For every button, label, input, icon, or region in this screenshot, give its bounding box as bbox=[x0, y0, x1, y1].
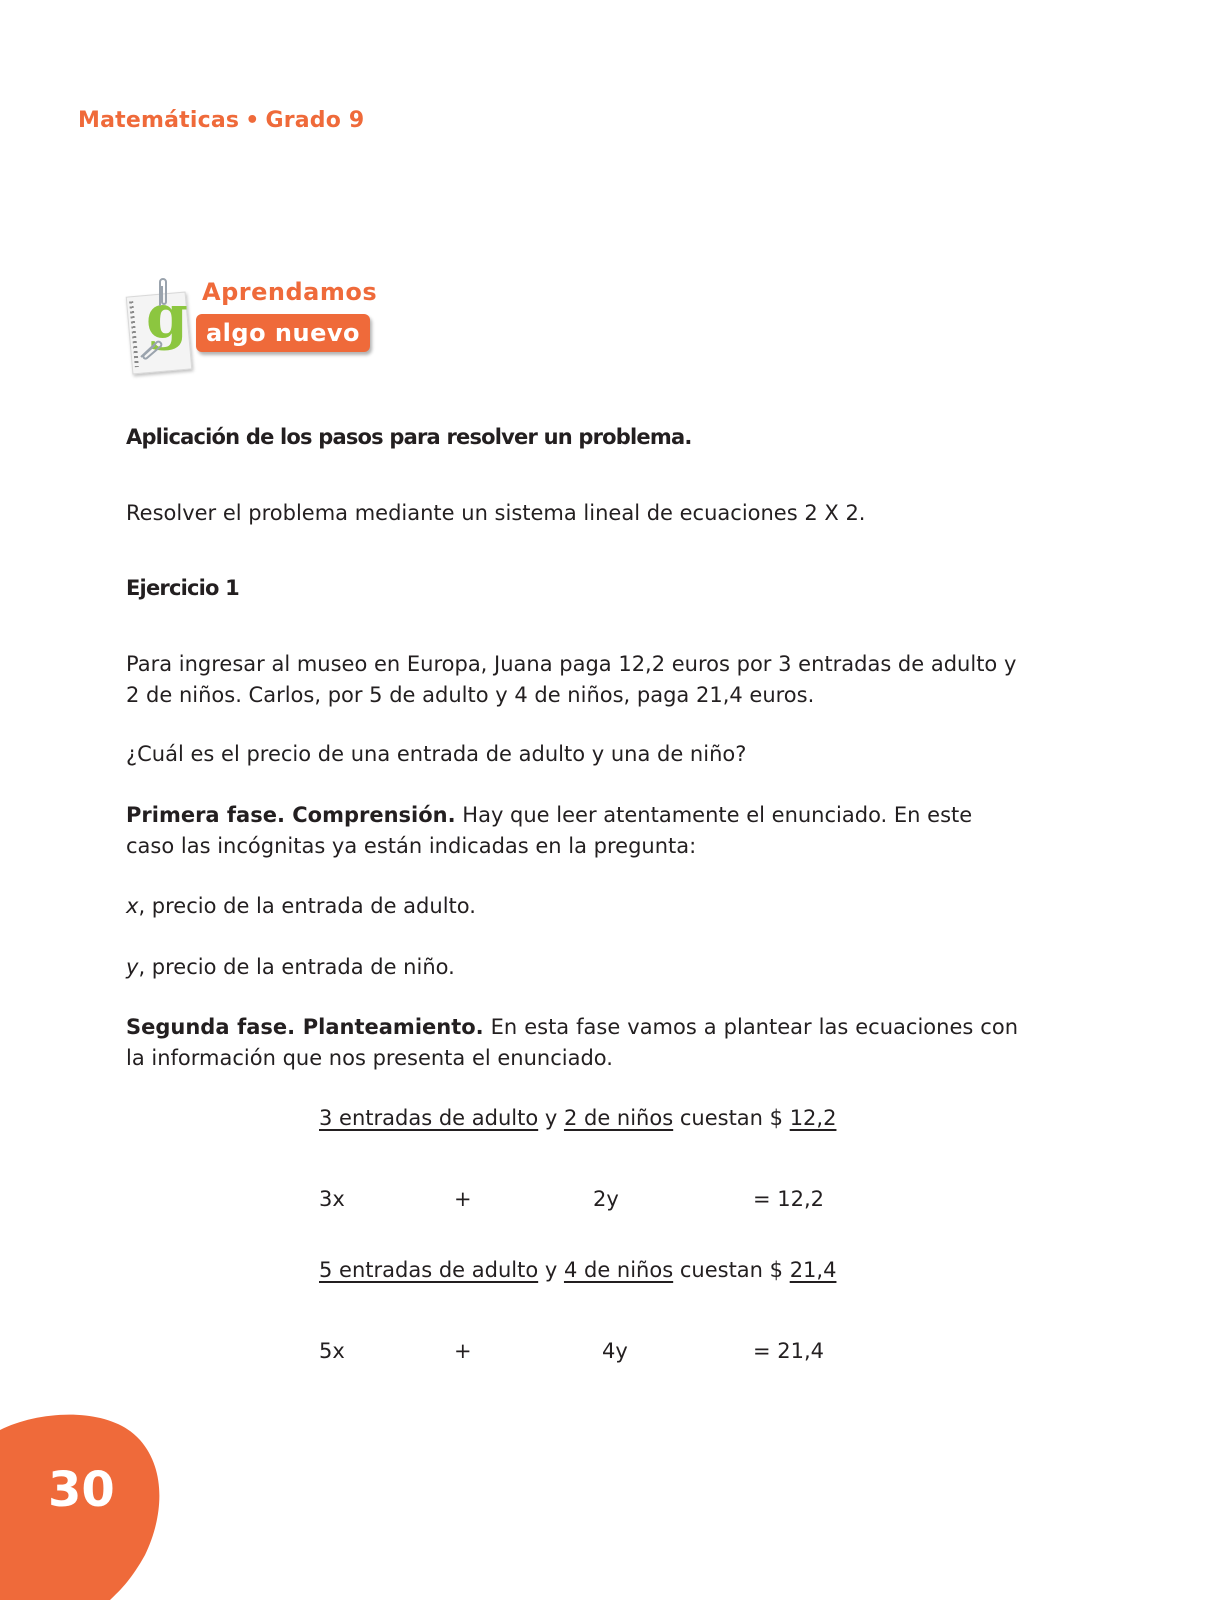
badge-letter: g bbox=[146, 282, 188, 352]
variable-x bbox=[126, 891, 1018, 922]
statement-connector: cuestan $ bbox=[673, 1106, 790, 1130]
section-title: Aplicación de los pasos para resolver un problema. bbox=[126, 425, 692, 449]
phase2-paragraph bbox=[126, 1012, 1018, 1074]
phase1-paragraph bbox=[126, 800, 1018, 862]
variable-description: , precio de la entrada de adulto. bbox=[138, 894, 476, 918]
statement-value: 21,4 bbox=[789, 1258, 837, 1282]
running-header bbox=[78, 108, 364, 133]
statement-adult-part: 3 entradas de adulto bbox=[319, 1106, 539, 1130]
statement-adult-part: 5 entradas de adulto bbox=[319, 1258, 539, 1282]
equation-statement-2 bbox=[319, 1254, 839, 1286]
phase1-label: Primera fase. Comprensión. bbox=[126, 803, 456, 827]
question-text: ¿Cuál es el precio de una entrada de adulto y una de niño? bbox=[126, 742, 747, 766]
badge-subtitle: algo nuevo bbox=[196, 314, 370, 352]
variable-y bbox=[126, 952, 1018, 983]
variable-symbol: y bbox=[126, 955, 139, 979]
paperclip-icon bbox=[138, 338, 164, 360]
statement-connector: y bbox=[538, 1106, 564, 1130]
statement-child-part: 4 de niños bbox=[563, 1258, 674, 1282]
page-number: 30 bbox=[48, 1462, 115, 1518]
phase1-text: Hay que leer atentamente el enunciado. En este caso las incógnitas ya están indicadas en la pregunta: bbox=[126, 803, 973, 858]
exercise-title: Ejercicio 1 bbox=[126, 576, 239, 600]
equation-term-y: 4y bbox=[602, 1339, 628, 1363]
phase2-text: En esta fase vamos a plantear las ecuaciones con la información que nos presenta el enunciado. bbox=[126, 1015, 1018, 1070]
equation-statement-1 bbox=[319, 1102, 839, 1134]
header-grade: Grado 9 bbox=[265, 108, 365, 133]
equation-term-x: 3x bbox=[319, 1187, 345, 1211]
equation-operator: + bbox=[454, 1339, 472, 1363]
equation-term-x: 5x bbox=[319, 1339, 345, 1363]
equation-row-2 bbox=[319, 1335, 839, 1367]
statement-connector: y bbox=[538, 1258, 564, 1282]
header-subject: Matemáticas bbox=[78, 108, 240, 133]
statement-connector: cuestan $ bbox=[673, 1258, 790, 1282]
equation-term-y: 2y bbox=[593, 1187, 619, 1211]
problem-text: Para ingresar al museo en Europa, Juana paga 12,2 euros por 3 entradas de adulto y 2 de niños. Carlos, por 5 de adulto y 4 de niños, paga 21,4 euros. bbox=[126, 652, 1017, 707]
badge-title: Aprendamos bbox=[202, 278, 378, 306]
phase2-label: Segunda fase. Planteamiento. bbox=[126, 1015, 484, 1039]
equation-row-1 bbox=[319, 1183, 839, 1215]
equation-result: = 12,2 bbox=[753, 1187, 825, 1211]
instruction-text: Resolver el problema mediante un sistema lineal de ecuaciones 2 X 2. bbox=[126, 501, 866, 525]
header-separator: • bbox=[245, 108, 260, 133]
paperclip-icon bbox=[156, 276, 170, 310]
section-badge bbox=[126, 276, 376, 372]
equation-result: = 21,4 bbox=[753, 1339, 825, 1363]
variable-symbol: x bbox=[126, 894, 139, 918]
statement-value: 12,2 bbox=[789, 1106, 837, 1130]
variable-description: , precio de la entrada de niño. bbox=[138, 955, 455, 979]
statement-child-part: 2 de niños bbox=[563, 1106, 674, 1130]
equation-operator: + bbox=[454, 1187, 472, 1211]
